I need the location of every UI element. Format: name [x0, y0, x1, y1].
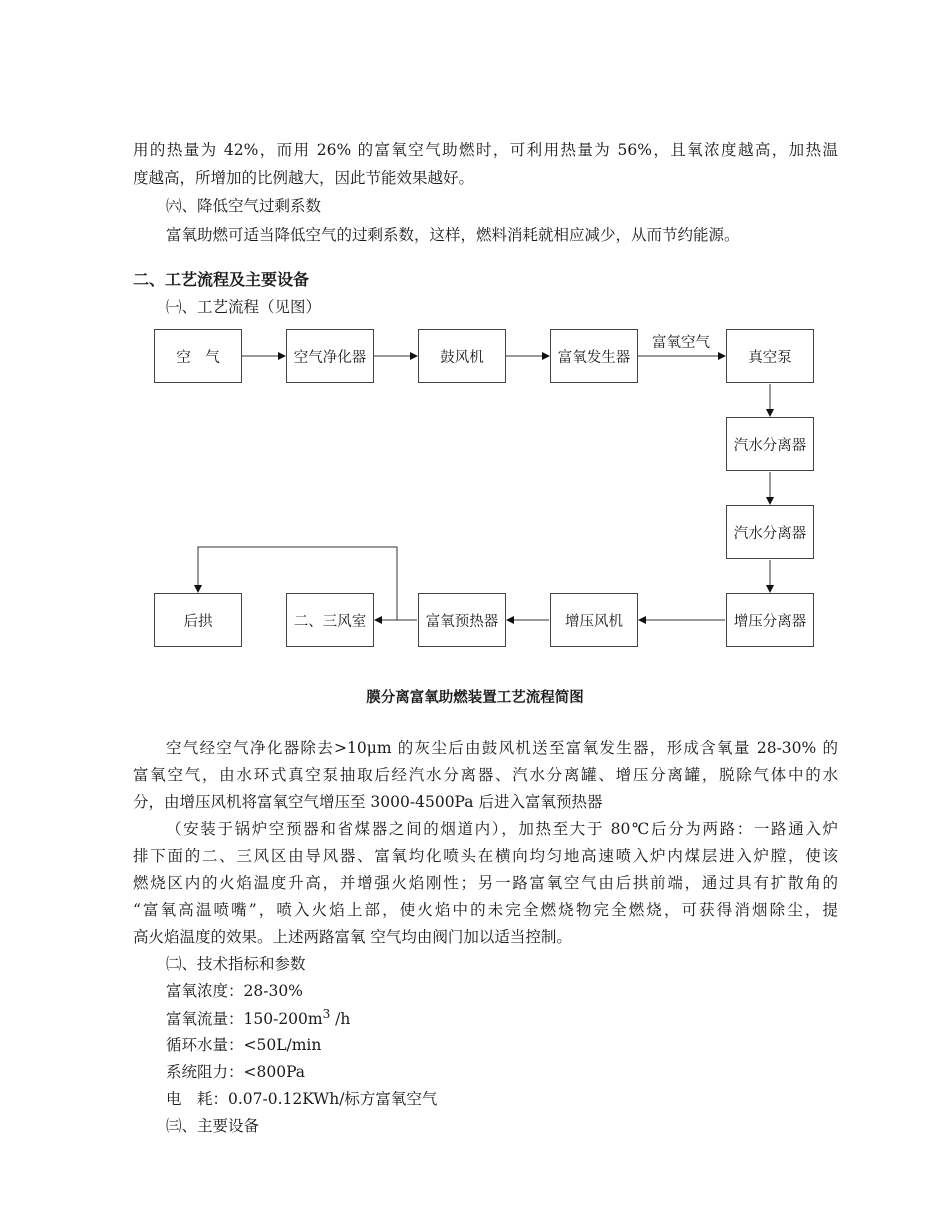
- specs-title: ㈡、技术指标和参数: [166, 955, 306, 973]
- box-booster-fan: 增压风机: [550, 593, 638, 647]
- box-air: 空 气: [154, 329, 242, 383]
- description-p2-line-4: “富氧高温喷嘴”，喷入火焰上部，使火焰中的未完全燃烧物完全燃烧，可获得消烟除尘，提: [133, 901, 838, 919]
- box-water-separator-2: 汽水分离器: [726, 505, 814, 559]
- spec-water: 循环水量：<50L/min: [166, 1036, 322, 1054]
- box-oxygen-generator: 富氧发生器: [550, 329, 638, 383]
- spec-flow-suffix: /h: [330, 1010, 351, 1029]
- box-wind-room: 二、三风室: [286, 593, 374, 647]
- description-p1-line-3: 分，由增压风机将富氧空气增压至 3000-4500Pa 后进入富氧预热器: [133, 793, 603, 811]
- description-p1-line-2: 富氧空气，由水环式真空泵抽取后经汽水分离器、汽水分离罐、增压分离罐，脱除气体中的水: [133, 766, 838, 784]
- intro-line-2: 度越高，所增加的比例越大，因此节能效果越好。: [133, 169, 475, 187]
- spec-flow-superscript: 3: [322, 1007, 331, 1021]
- box-blower: 鼓风机: [418, 329, 506, 383]
- description-p2-line-1: （安装于锅炉空预器和省煤器之间的烟道内），加热至大于 80℃后分为两路：一路通入炉: [166, 820, 838, 838]
- spec-concentration: 富氧浓度：28-30%: [166, 982, 303, 1000]
- flow-label-enriched-air: 富氧空气: [652, 335, 710, 351]
- spec-power: 电 耗：0.07-0.12KWh/标方富氧空气: [166, 1090, 438, 1108]
- description-p1-line-1: 空气经空气净化器除去>10μm 的灰尘后由鼓风机送至富氧发生器，形成含氧量 28-30% 的: [166, 739, 838, 757]
- description-p2-line-2: 排下面的二、三风区由导风器、富氧均化喷头在横向均匀地高速喷入炉内煤层进入炉膛，使该: [133, 847, 838, 865]
- diagram-caption: 膜分离富氧助燃装置工艺流程简图: [366, 690, 584, 706]
- box-rear-arch: 后拱: [154, 593, 242, 647]
- spec-flow: [166, 1004, 838, 1029]
- section-2-heading: 二、工艺流程及主要设备: [133, 270, 310, 289]
- subsection-6-title: ㈥、降低空气过剩系数: [166, 197, 322, 215]
- spec-resistance: 系统阻力：<800Pa: [166, 1063, 306, 1081]
- subsection-1-title: ㈠、工艺流程（见图）: [166, 298, 322, 316]
- intro-line-1: 用的热量为 42%，而用 26% 的富氧空气助燃时，可利用热量为 56%，且氧浓度越高，加热温: [133, 141, 838, 159]
- spec-flow-prefix: 富氧流量：150-200m: [166, 1010, 323, 1029]
- description-p2-line-5: 高火焰温度的效果。上述两路富氧 空气均由阀门加以适当控制。: [133, 928, 572, 946]
- box-booster-separator: 增压分离器: [726, 593, 814, 647]
- box-preheater: 富氧预热器: [418, 593, 506, 647]
- box-air-purifier: 空气净化器: [286, 329, 374, 383]
- subsection-6-text: 富氧助燃可适当降低空气的过剩系数，这样，燃料消耗就相应减少，从而节约能源。: [166, 226, 740, 244]
- description-p2-line-3: 燃烧区内的火焰温度升高，并增强火焰刚性；另一路富氧空气由后拱前端，通过具有扩散角的: [133, 874, 838, 892]
- box-water-separator-1: 汽水分离器: [726, 417, 814, 471]
- equipment-title: ㈢、主要设备: [166, 1117, 260, 1135]
- box-vacuum-pump: 真空泵: [726, 329, 814, 383]
